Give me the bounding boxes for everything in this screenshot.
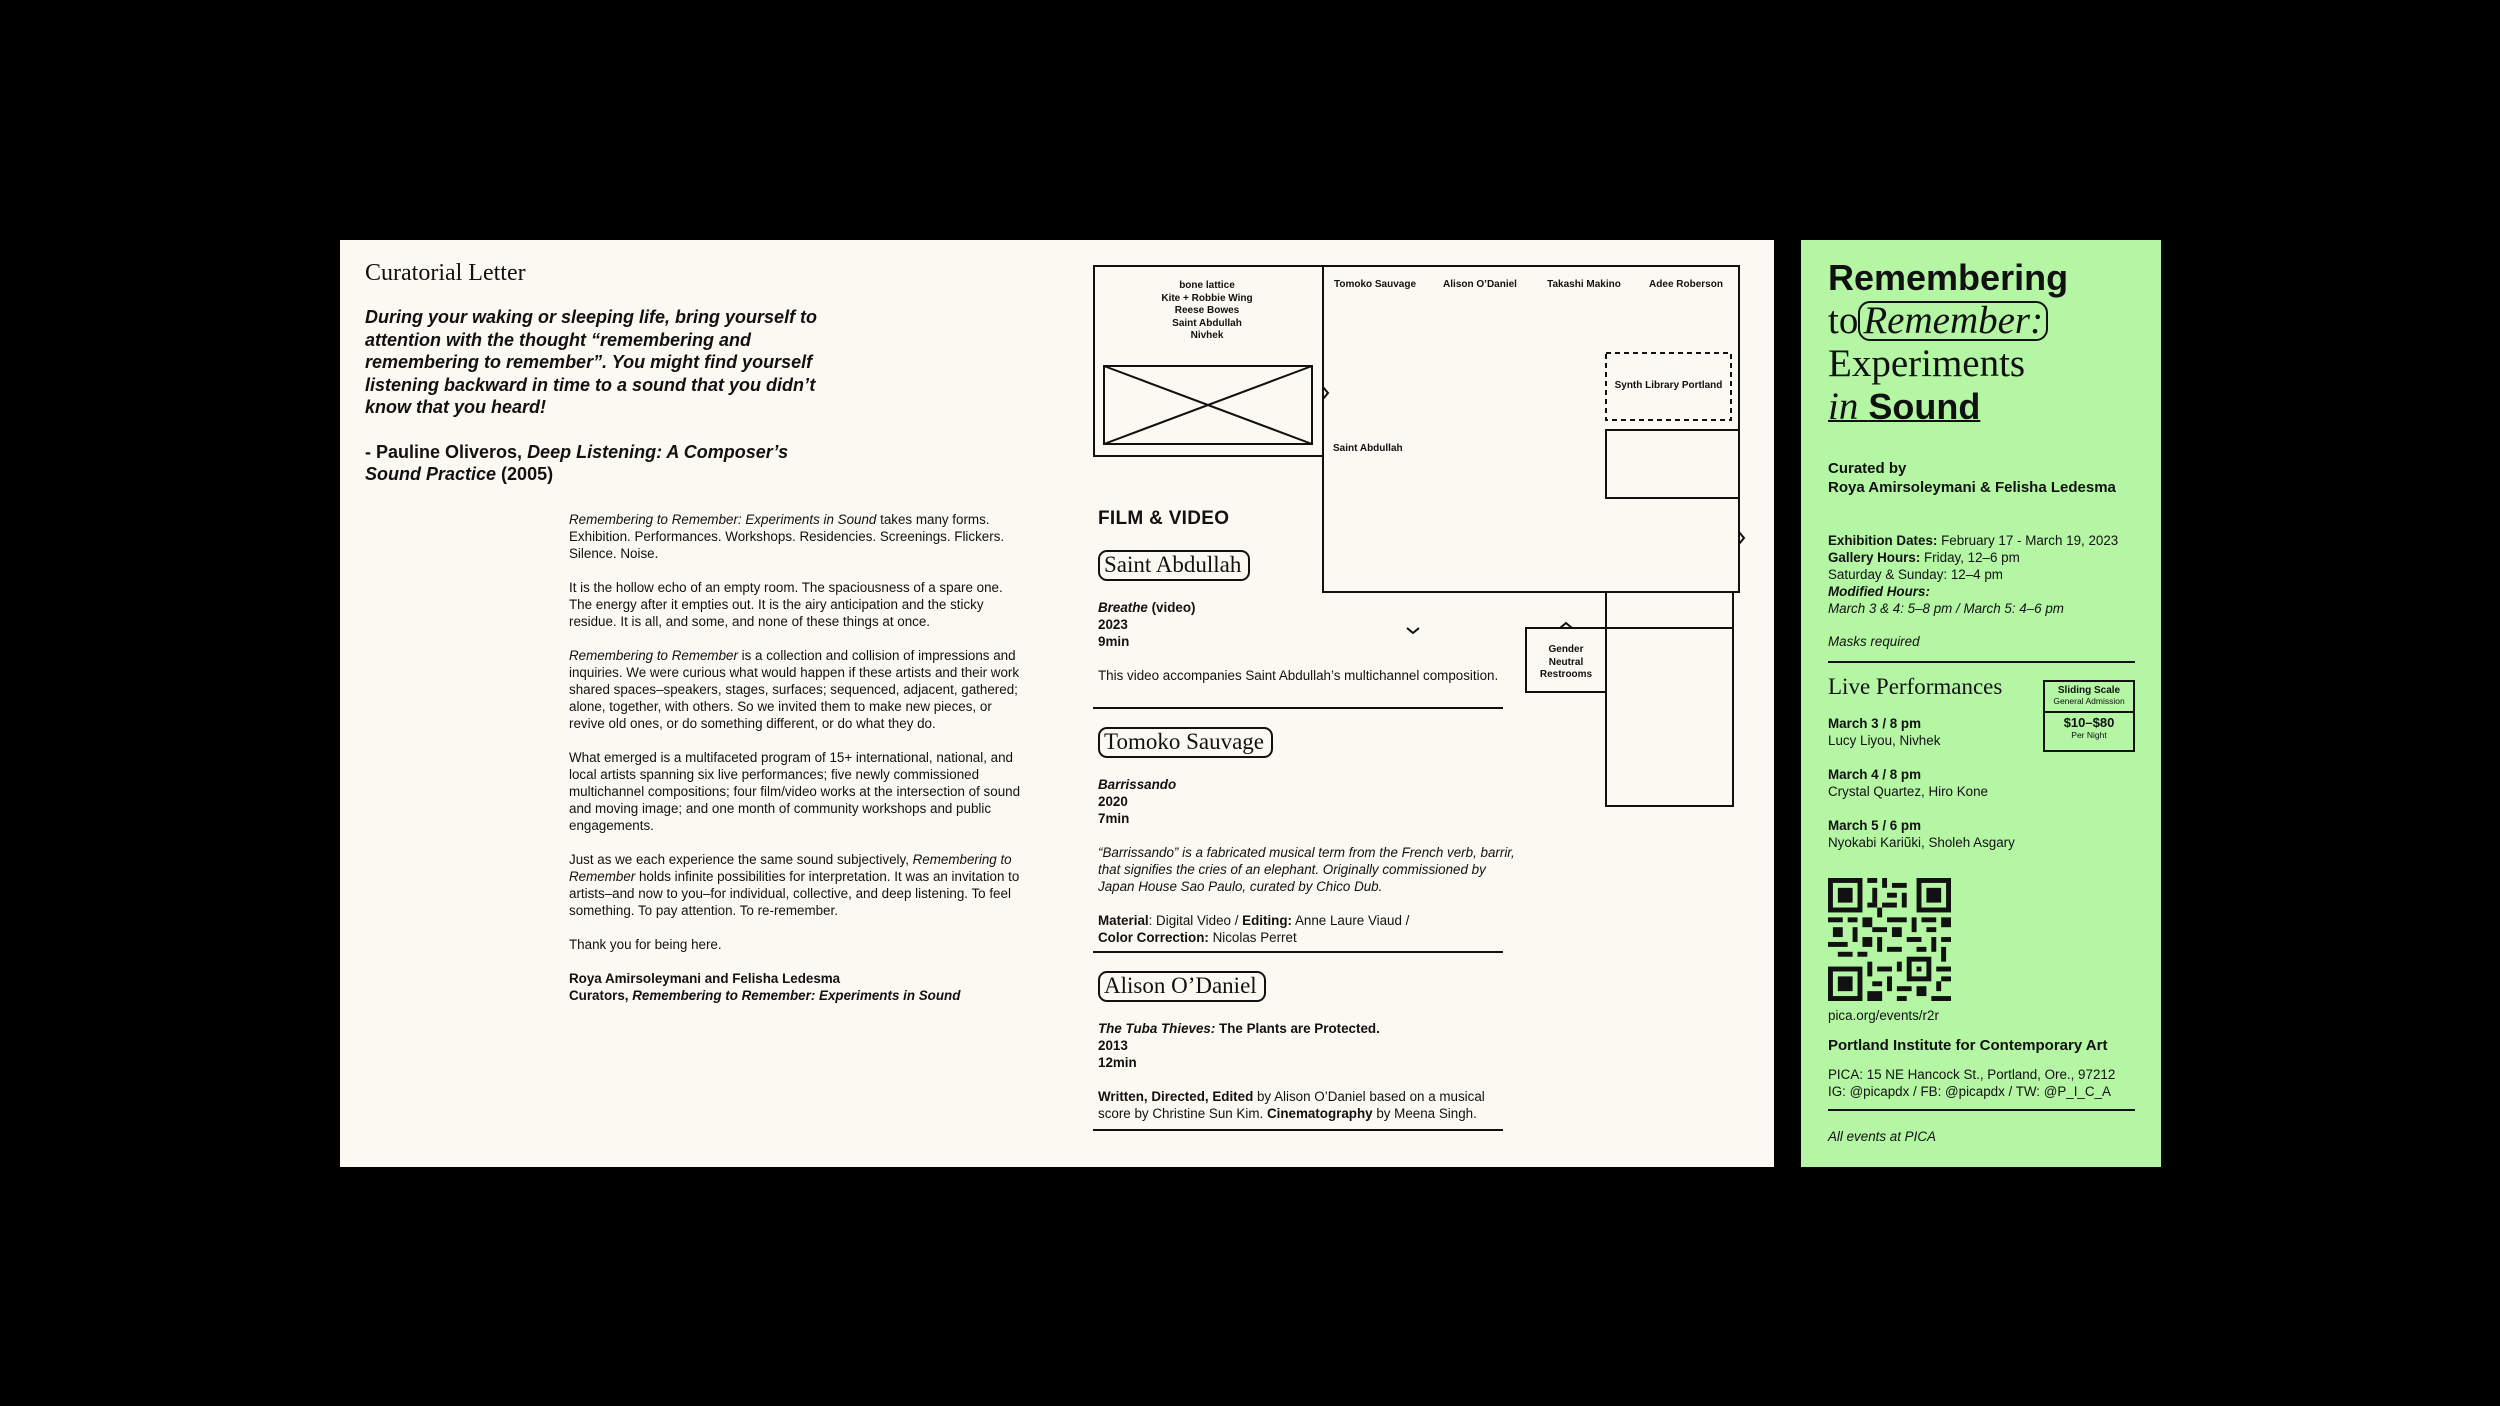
organization-name: Portland Institute for Contemporary Art <box>1828 1037 2108 1054</box>
divider <box>1828 661 2135 663</box>
floor-map <box>340 240 1774 1167</box>
letter-signature-names: Roya Amirsoleymani and Felisha Ledesma <box>569 971 841 986</box>
letter-paragraph: It is the hollow echo of an empty room. The spaciousness of a spare one. The energy after it empties out. It is the airy anticipation and the sticky residue. It is all, and some, and none of these things at once. <box>569 580 1003 629</box>
film-credits: Written, Directed, Edited by Alison O’Daniel based on a musical score by Christine Sun Kim. Cinematography by Meena Singh. <box>1098 1089 1485 1121</box>
curatorial-letter-heading: Curatorial Letter <box>365 260 526 286</box>
film-video-heading: FILM & VIDEO <box>1098 508 1230 529</box>
exhibition-info-panel <box>1801 240 2161 1167</box>
map-label-artist: Tomoko Sauvage <box>1333 279 1417 290</box>
film-credits: Material: Digital Video / Editing: Anne Laure Viaud / Color Correction: Nicolas Perret <box>1098 913 1410 945</box>
lower-room <box>1606 628 1733 806</box>
event-url[interactable]: pica.org/events/r2r <box>1828 1008 1939 1023</box>
side-room <box>1606 430 1739 498</box>
performance-item: March 5 / 6 pm Nyokabi Kariũki, Sholeh Asgary <box>1828 818 2015 850</box>
performance-item: March 4 / 8 pm Crystal Quartez, Hiro Kone <box>1828 767 1989 799</box>
film-description: “Barrissando” is a fabricated musical term from the French verb, barrir, that signifies the cries of an elephant. Originally commissioned by Japan House Sao Paulo, curated by Chico Dub. <box>1098 845 1515 894</box>
artist-name-pill: Tomoko Sauvage <box>1098 727 1273 758</box>
film-meta: The Tuba Thieves: The Plants are Protected. 2013 12min <box>1098 1021 1380 1070</box>
map-label-restrooms: Gender Neutral Restrooms <box>1539 644 1593 680</box>
map-label-artist: Takashi Makino <box>1547 279 1621 290</box>
organization-contact: PICA: 15 NE Hancock St., Portland, Ore., 97212 IG: @picapdx / FB: @picapdx / TW: @P_I_C_A <box>1828 1067 2116 1099</box>
map-label-artist: Adee Roberson <box>1649 279 1723 290</box>
letter-paragraph: Remembering to Remember: Experiments in Sound takes many forms. Exhibition. Performances. Workshops. Residencies. Screenings. Flickers. Silence. Noise. <box>569 512 1005 561</box>
letter-paragraph: What emerged is a multifaceted program of 15+ international, national, and local artists spanning six live performances; five newly commissioned multichannel compositions; four film/video works at the intersection of sound and moving image; and one month of community workshops and public engagements. <box>569 750 1021 833</box>
corridor-room <box>1606 592 1733 628</box>
sliding-scale-badge: Sliding Scale General Admission $10–$80 Per Night <box>2043 680 2135 752</box>
live-performances-heading: Live Performances <box>1828 674 2003 699</box>
curatorial-panel <box>340 240 1774 1167</box>
letter-paragraph: Remembering to Remember is a collection and collision of impressions and inquiries. We were curious what would happen if these artists and their work shared spaces–speakers, stages, surfaces; sequenced, adjacent, gathered; alone, together, with others. So we invited them to make new pieces, or revive old ones, or do something different, or do what they do. <box>569 648 1020 731</box>
artist-name-pill: Saint Abdullah <box>1098 550 1250 581</box>
film-meta: Barrissando 2020 7min <box>1098 777 1177 826</box>
quote-text: During your waking or sleeping life, bring yourself to attention with the thought “remembering and remembering to remember”. You might find yourself listening backward in time to a sound that you didn’t know that you heard! <box>365 307 818 417</box>
letter-paragraph: Just as we each experience the same sound subjectively, Remembering to Remember holds infinite possibilities for interpretation. It was an invitation to artists–and now to you–for individual, collective, and deep listening. To feel something. To pay attention. To re-remember. <box>569 852 1020 918</box>
letter-paragraph: Thank you for being here. <box>569 937 722 952</box>
performance-item: March 3 / 8 pm Lucy Liyou, Nivhek <box>1828 716 1941 748</box>
exhibition-hours: Exhibition Dates: February 17 - March 19, 2023 Gallery Hours: Friday, 12–6 pm Saturday & Sunday: 12–4 pm Modified Hours: March 3 & 4: 5–8 pm / March 5: 4–6 pm <box>1828 533 2119 616</box>
film-description: This video accompanies Saint Abdullah’s multichannel composition. <box>1098 668 1499 683</box>
map-label-saint-abdullah: Saint Abdullah <box>1333 443 1403 454</box>
events-location-note: All events at PICA <box>1828 1129 1936 1144</box>
map-label-synth-library: Synth Library Portland <box>1614 380 1723 391</box>
floor-map-lines <box>340 240 1774 1167</box>
divider <box>1828 1109 2135 1111</box>
map-label-room1: bone lattice Kite + Robbie Wing Reese Bowes Saint Abdullah Nivhek <box>1161 280 1253 341</box>
film-meta: Breathe (video) 2023 9min <box>1098 600 1196 649</box>
exhibition-title: Remembering to Remember: Experiments in Sound <box>1828 257 2069 428</box>
artist-name-pill: Alison O’Daniel <box>1098 971 1266 1002</box>
masks-note: Masks required <box>1828 634 1920 649</box>
qr-code-icon[interactable] <box>1828 878 1951 1001</box>
letter-signature-role: Curators, Remembering to Remember: Experiments in Sound <box>569 988 961 1003</box>
quote-attribution: - Pauline Oliveros, Deep Listening: A Composer’s Sound Practice (2005) <box>365 441 789 484</box>
door-marker <box>1407 628 1419 633</box>
map-label-artist: Alison O’Daniel <box>1443 279 1517 290</box>
curated-by: Curated by Roya Amirsoleymani & Felisha Ledesma <box>1828 460 2116 496</box>
